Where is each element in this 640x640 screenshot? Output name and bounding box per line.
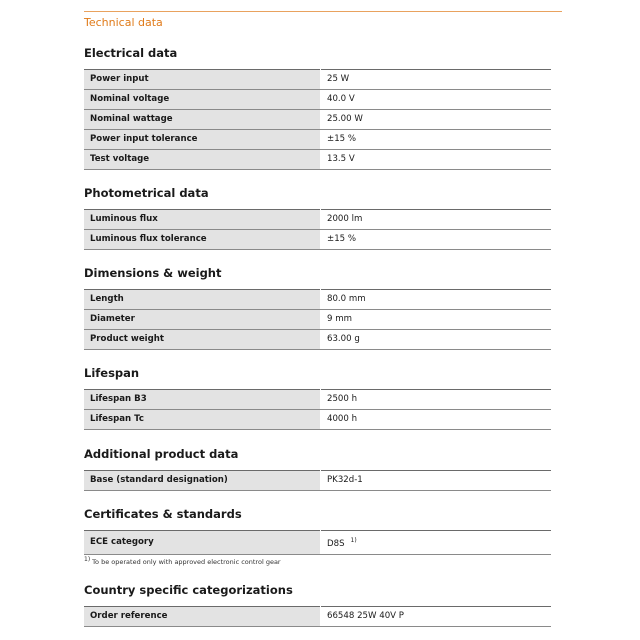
page-title: Technical data [84, 16, 163, 29]
table-row [84, 70, 551, 90]
table-row [84, 531, 551, 555]
table-row [84, 330, 551, 350]
row-label: Base (standard designation) [84, 471, 321, 491]
row-value: 2500 h [321, 390, 552, 410]
spec-table [84, 209, 551, 250]
footnote-marker: 1) [84, 556, 91, 563]
spec-table [84, 470, 551, 491]
row-value: 13.5 V [321, 150, 552, 170]
row-value: 40.0 V [321, 90, 552, 110]
row-label: Power input [84, 70, 321, 90]
row-label: ECE category [84, 531, 321, 555]
row-label: Test voltage [84, 150, 321, 170]
row-value-cell [321, 531, 552, 555]
row-label: Nominal voltage [84, 90, 321, 110]
table-row [84, 471, 551, 491]
table-row [84, 230, 551, 250]
section-title: Lifespan [84, 366, 140, 380]
row-label: Product weight [84, 330, 321, 350]
row-label: Lifespan Tc [84, 410, 321, 430]
table-row [84, 390, 551, 410]
section-title: Country specific categorizations [84, 583, 293, 597]
row-label: Luminous flux tolerance [84, 230, 321, 250]
table-row [84, 210, 551, 230]
section-lifespan [84, 365, 551, 424]
table-row [84, 290, 551, 310]
footnote-text: To be operated only with approved electronic control gear [92, 558, 281, 567]
section-additional-product-data [84, 446, 551, 485]
row-value: 25 W [321, 70, 552, 90]
row-value: 25.00 W [321, 110, 552, 130]
page-header [84, 0, 562, 30]
spec-table [84, 389, 551, 430]
row-value: 9 mm [321, 310, 552, 330]
row-value: PK32d-1 [321, 471, 552, 491]
section-title: Photometrical data [84, 186, 209, 200]
row-value: 66548 25W 40V P [321, 607, 552, 627]
table-row [84, 130, 551, 150]
row-label: Power input tolerance [84, 130, 321, 150]
row-label: Nominal wattage [84, 110, 321, 130]
row-value: 4000 h [321, 410, 552, 430]
section-electrical-data [84, 45, 551, 164]
table-row [84, 90, 551, 110]
spec-table [84, 606, 551, 627]
row-value: 2000 lm [321, 210, 552, 230]
section-dimensions-weight [84, 265, 551, 344]
footnote [84, 556, 281, 566]
spec-table [84, 289, 551, 350]
row-label: Order reference [84, 607, 321, 627]
table-row [84, 607, 551, 627]
spec-table [84, 530, 551, 555]
section-photometrical-data [84, 185, 551, 244]
section-title: Electrical data [84, 46, 178, 60]
section-certificates-standards [84, 506, 551, 549]
header-rule [84, 11, 562, 12]
row-label: Luminous flux [84, 210, 321, 230]
table-row [84, 150, 551, 170]
row-value: ±15 % [321, 130, 552, 150]
row-value: 80.0 mm [321, 290, 552, 310]
table-row [84, 310, 551, 330]
spec-table [84, 69, 551, 170]
row-label: Length [84, 290, 321, 310]
section-country-specific-categorizations [84, 582, 551, 621]
row-label: Lifespan B3 [84, 390, 321, 410]
row-label: Diameter [84, 310, 321, 330]
section-title: Certificates & standards [84, 507, 242, 521]
section-title: Dimensions & weight [84, 266, 222, 280]
section-title: Additional product data [84, 447, 239, 461]
table-row [84, 110, 551, 130]
table-row [84, 410, 551, 430]
row-value: ±15 % [321, 230, 552, 250]
row-value: D8S [327, 538, 345, 549]
row-value: 63.00 g [321, 330, 552, 350]
footnote-reference: 1) [350, 537, 357, 544]
